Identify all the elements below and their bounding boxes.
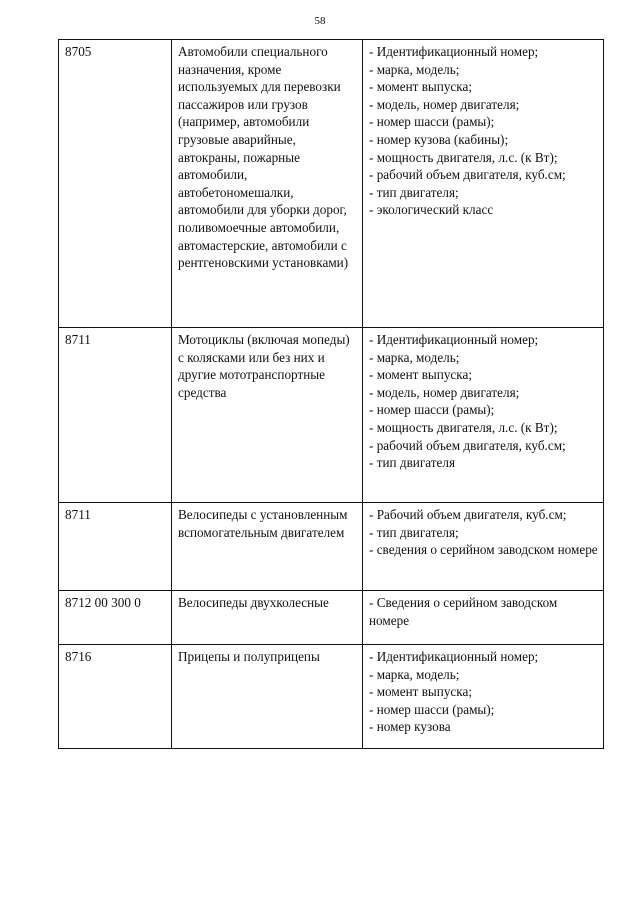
vehicle-description: Автомобили специального назначения, кроме используемых для перевозки пассажиров или грузов (например, автомобили грузовые аварийные, автокраны, пожарные автомобили, автобетономешалки, автомобили для уборки дорог, поливомоечные автомобили, автомастерские, автомобили с рентгеновскими установками) xyxy=(172,40,363,328)
info-item: - момент выпуска; xyxy=(369,684,473,700)
table-row xyxy=(59,40,604,328)
info-item: - Идентификационный номер; xyxy=(369,332,539,347)
info-item: - тип двигателя; xyxy=(369,184,459,200)
required-info-list xyxy=(363,328,604,503)
vehicle-description: Велосипеды двухколесные xyxy=(172,591,363,645)
info-item: - тип двигателя xyxy=(369,455,456,471)
table-row xyxy=(59,503,604,591)
vehicle-description: Мотоциклы (включая мопеды) с колясками или без них и другие мототранспортные средства xyxy=(172,328,363,503)
info-item: - момент выпуска; xyxy=(369,367,473,383)
info-item: - мощность двигателя, л.с. (к Вт); xyxy=(369,149,558,165)
info-item: - Рабочий объем двигателя, куб.см; xyxy=(369,507,567,522)
vehicle-data-table xyxy=(58,39,604,749)
info-item: - модель, номер двигателя; xyxy=(369,96,520,112)
required-info-list xyxy=(363,503,604,591)
info-item: - тип двигателя; xyxy=(369,524,459,540)
required-info-list xyxy=(363,645,604,749)
info-item: - Сведения о серийном заводском номере xyxy=(369,595,558,628)
info-item: - рабочий объем двигателя, куб.см; xyxy=(369,437,566,453)
info-item: - экологический класс xyxy=(369,202,494,218)
tn-ved-code: 8716 xyxy=(59,645,172,749)
tn-ved-code: 8711 xyxy=(59,503,172,591)
vehicle-description: Прицепы и полуприцепы xyxy=(172,645,363,749)
info-item: - Идентификационный номер; xyxy=(369,44,539,59)
tn-ved-code: 8711 xyxy=(59,328,172,503)
info-item: - марка, модель; xyxy=(369,666,460,682)
table-row xyxy=(59,591,604,645)
info-item: - номер кузова (кабины); xyxy=(369,131,509,147)
vehicle-description: Велосипеды с установленным вспомогательным двигателем xyxy=(172,503,363,591)
info-item: - номер шасси (рамы); xyxy=(369,701,495,717)
info-item: - марка, модель; xyxy=(369,61,460,77)
tn-ved-code: 8712 00 300 0 xyxy=(59,591,172,645)
info-item: - мощность двигателя, л.с. (к Вт); xyxy=(369,419,558,435)
info-item: - номер кузова xyxy=(369,719,451,735)
table-row xyxy=(59,328,604,503)
table-row xyxy=(59,645,604,749)
tn-ved-code: 8705 xyxy=(59,40,172,328)
info-item: - модель, номер двигателя; xyxy=(369,384,520,400)
info-item: - Идентификационный номер; xyxy=(369,649,539,664)
info-item: - номер шасси (рамы); xyxy=(369,402,495,418)
required-info-list xyxy=(363,591,604,645)
info-item: - марка, модель; xyxy=(369,349,460,365)
info-item: - момент выпуска; xyxy=(369,79,473,95)
info-item: - сведения о серийном заводском номере xyxy=(369,542,598,558)
info-item: - номер шасси (рамы); xyxy=(369,114,495,130)
page-number: 58 xyxy=(314,15,326,27)
info-item: - рабочий объем двигателя, куб.см; xyxy=(369,167,566,183)
required-info-list xyxy=(363,40,604,328)
